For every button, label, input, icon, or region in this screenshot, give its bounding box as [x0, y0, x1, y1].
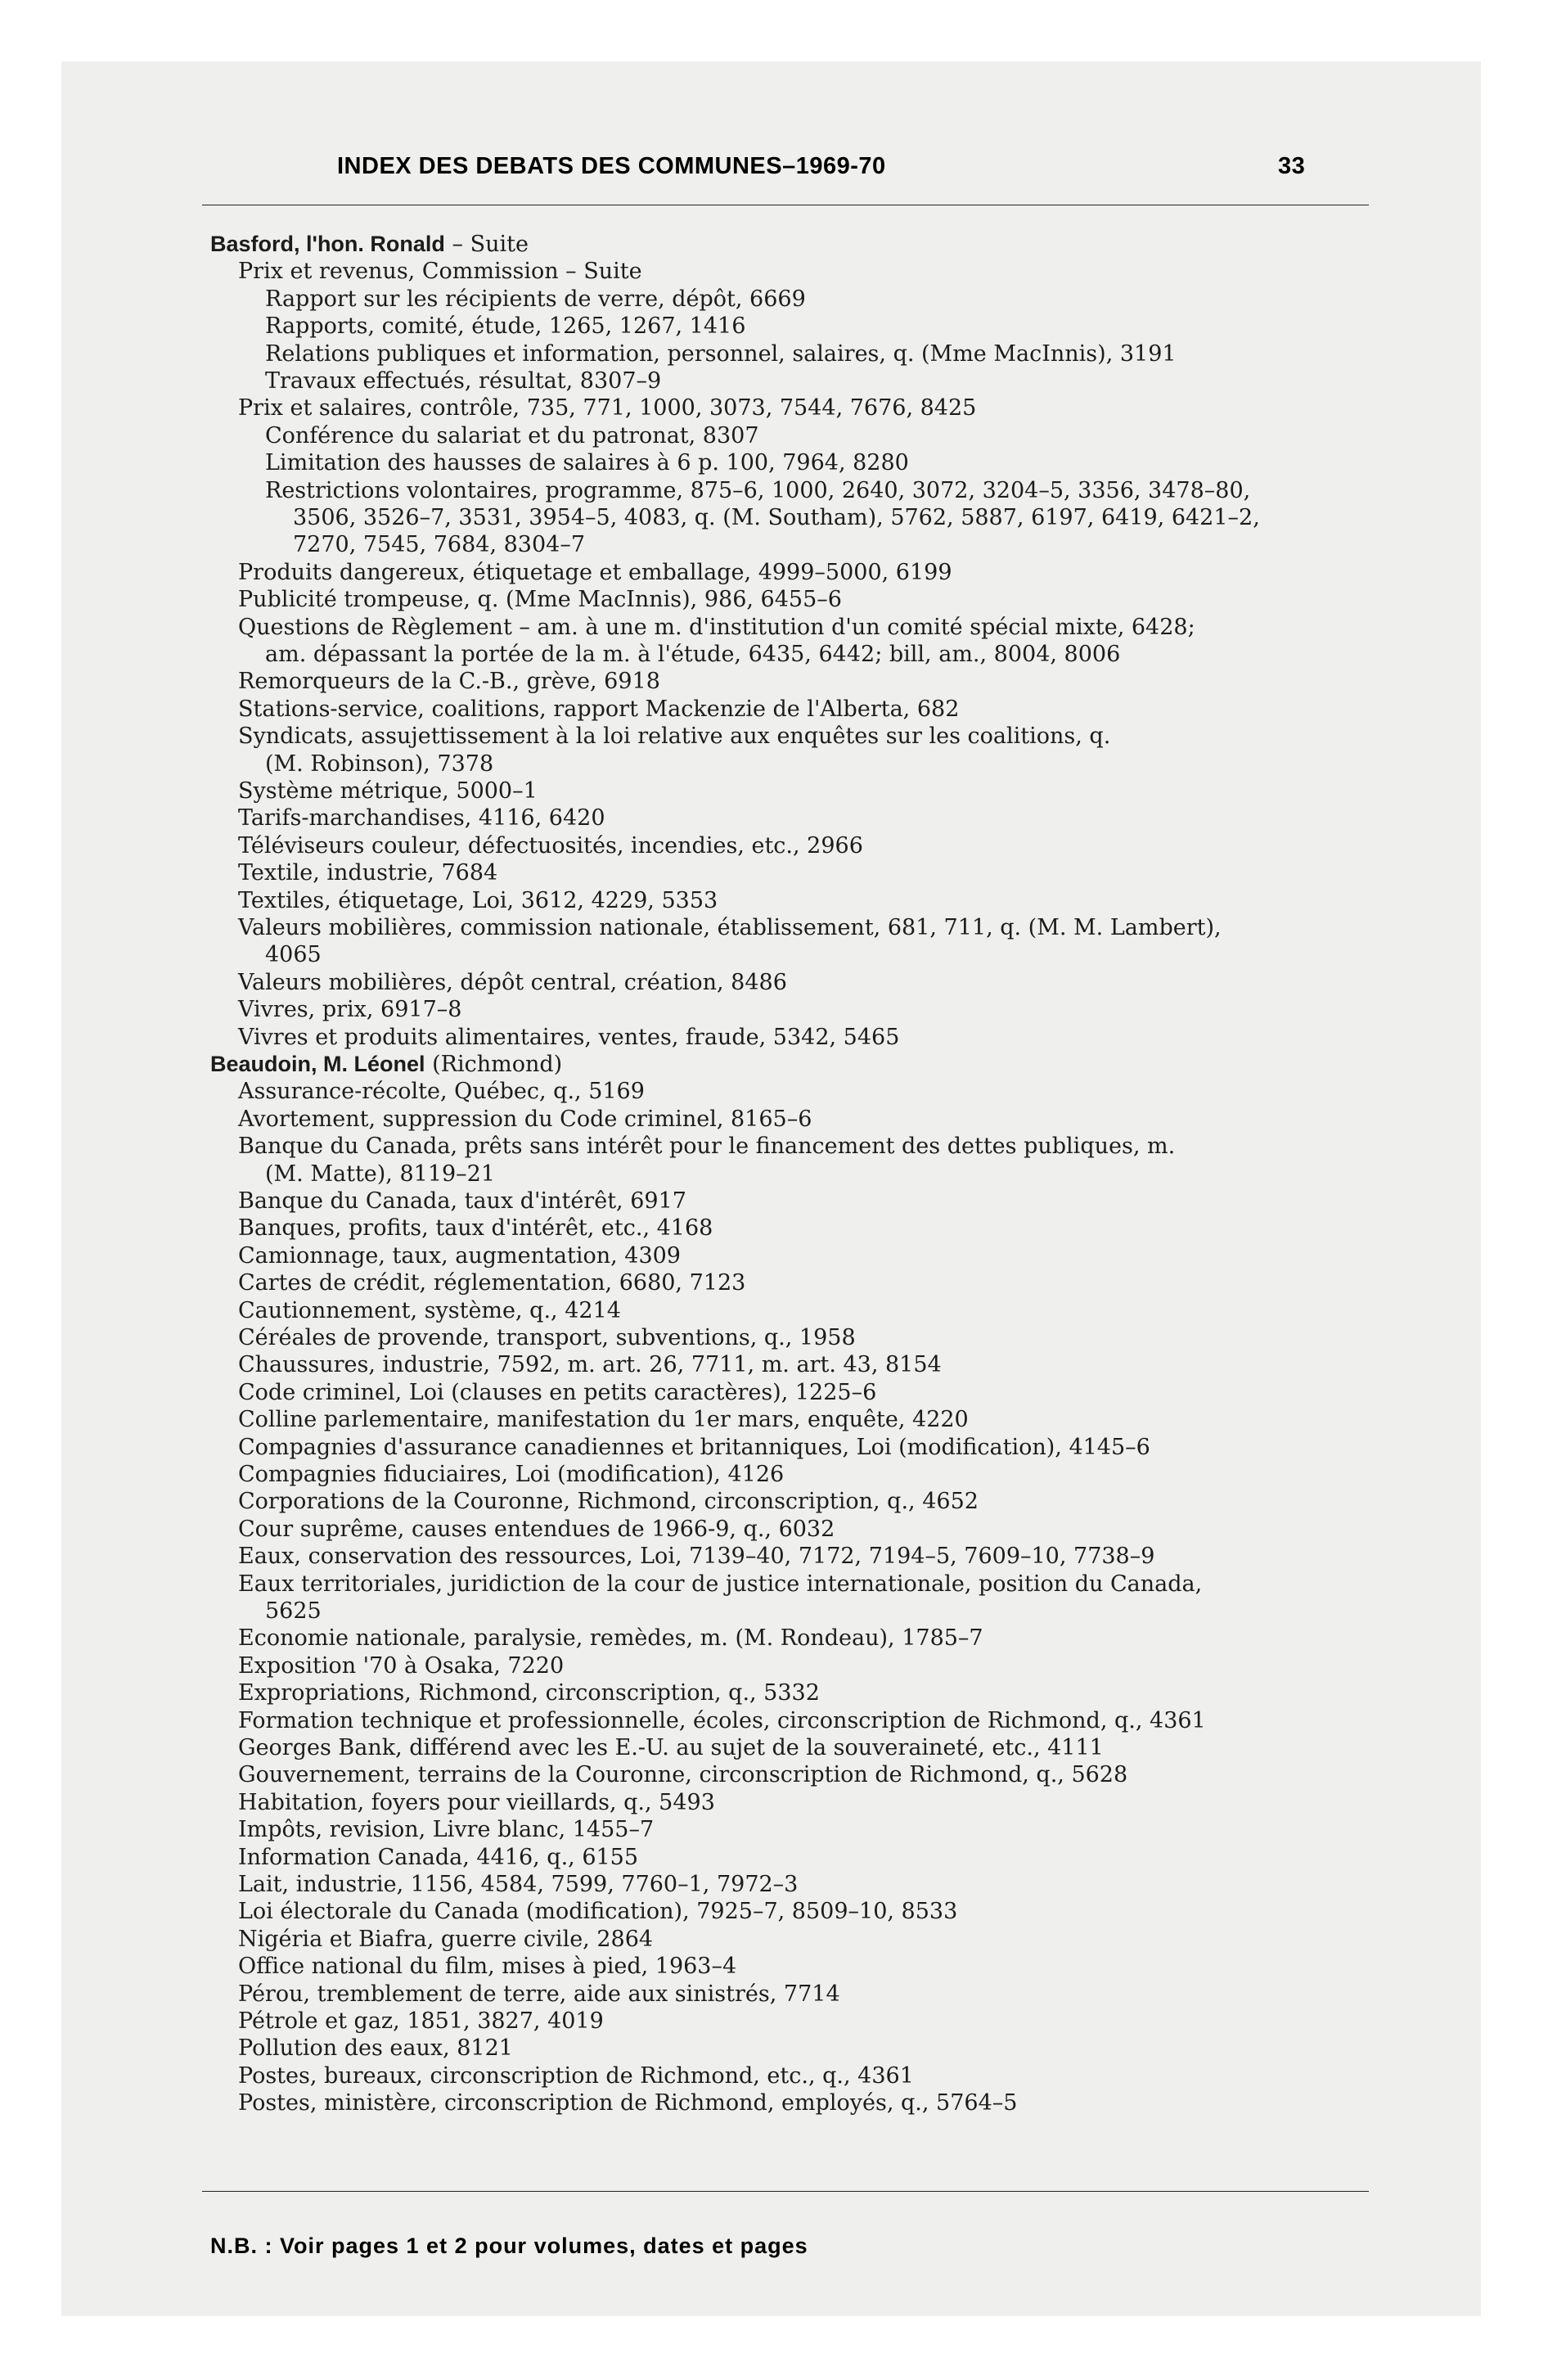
index-subentry: Conférence du salariat et du patronat, 8307	[265, 422, 759, 449]
index-subject: Prix et salaires, contrôle, 735, 771, 1000, 3073, 7544, 7676, 8425	[238, 395, 977, 421]
index-subject: Valeurs mobilières, commission nationale, établissement, 681, 711, q. (M. M. Lambert),	[238, 915, 1222, 940]
index-subject: Code criminel, Loi (clauses en petits caractères), 1225–6	[238, 1379, 877, 1405]
index-subject: Compagnies fiduciaires, Loi (modification), 4126	[238, 1462, 785, 1487]
index-subentry: Rapports, comité, étude, 1265, 1267, 1416	[265, 313, 746, 340]
index-subject: Information Canada, 4416, q., 6155	[238, 1844, 639, 1870]
index-subject: Assurance-récolte, Québec, q., 5169	[238, 1079, 645, 1105]
index-subject: Cautionnement, système, q., 4214	[238, 1297, 621, 1323]
index-entry-name	[210, 1051, 562, 1078]
index-subject: Loi électorale du Canada (modification), 7925–7, 8509–10, 8533	[238, 1899, 958, 1925]
member-name: Basford, l'hon. Ronald	[210, 232, 445, 256]
index-subject: Economie nationale, paralysie, remèdes, m. (M. Rondeau), 1785–7	[238, 1625, 983, 1652]
index-subject: Postes, ministère, circonscription de Richmond, employés, q., 5764–5	[238, 2090, 1018, 2116]
index-subject: Cartes de crédit, réglementation, 6680, 7123	[238, 1270, 746, 1296]
index-subject: Publicité trompeuse, q. (Mme MacInnis), 986, 6455–6	[238, 587, 842, 613]
index-subject: Lait, industrie, 1156, 4584, 7599, 7760–1, 7972–3	[238, 1872, 799, 1897]
index-subject: Compagnies d'assurance canadiennes et britanniques, Loi (modification), 4145–6	[238, 1434, 1150, 1460]
index-subject: Remorqueurs de la C.-B., grève, 6918	[238, 669, 660, 695]
index-subject: Avortement, suppression du Code criminel, 8165–6	[238, 1106, 812, 1132]
index-subject: Vivres, prix, 6917–8	[238, 997, 462, 1023]
index-subject: Exposition '70 à Osaka, 7220	[238, 1652, 565, 1679]
index-subentry: 3506, 3526–7, 3531, 3954–5, 4083, q. (M. Southam), 5762, 5887, 6197, 6419, 6421–2,	[293, 505, 1260, 530]
index-subentry: 7270, 7545, 7684, 8304–7	[293, 532, 586, 558]
index-subject: Système métrique, 5000–1	[238, 778, 538, 804]
index-subject: Syndicats, assujettissement à la loi relative aux enquêtes sur les coalitions, q.	[238, 723, 1111, 750]
index-subject: Tarifs-marchandises, 4116, 6420	[238, 805, 605, 832]
index-subject: Eaux territoriales, juridiction de la cour de justice internationale, position du Canada,	[238, 1571, 1203, 1597]
index-subject: Pétrole et gaz, 1851, 3827, 4019	[238, 2008, 604, 2034]
index-subject: Téléviseurs couleur, défectuosités, incendies, etc., 2966	[238, 832, 863, 859]
index-subject: Banques, profits, taux d'intérêt, etc., 4168	[238, 1215, 713, 1242]
page-number: 33	[1278, 153, 1306, 179]
index-subject: Questions de Règlement – am. à une m. d'institution d'un comité spécial mixte, 6428;	[238, 614, 1195, 640]
index-subject: Office national du film, mises à pied, 1963–4	[238, 1954, 737, 1980]
index-subentry: (M. Matte), 8119–21	[265, 1161, 496, 1187]
index-subject: Colline parlementaire, manifestation du 1er mars, enquête, 4220	[238, 1407, 969, 1433]
index-subject: Eaux, conservation des ressources, Loi, 7139–40, 7172, 7194–5, 7609–10, 7738–9	[238, 1544, 1155, 1570]
member-name: Beaudoin, M. Léonel	[210, 1052, 425, 1076]
index-subject: Pérou, tremblement de terre, aide aux sinistrés, 7714	[238, 1981, 840, 2007]
index-subject: Gouvernement, terrains de la Couronne, circonscription de Richmond, q., 5628	[238, 1762, 1128, 1788]
index-subject: Textiles, étiquetage, Loi, 3612, 4229, 5353	[238, 887, 718, 913]
index-subject: Céréales de provende, transport, subventions, q., 1958	[238, 1325, 856, 1350]
index-subentry: 4065	[265, 942, 322, 968]
index-subject: Chaussures, industrie, 7592, m. art. 26, 7711, m. art. 43, 8154	[238, 1352, 942, 1378]
index-subject: Produits dangereux, étiquetage et emballage, 4999–5000, 6199	[238, 559, 952, 585]
index-subject: Expropriations, Richmond, circonscription, q., 5332	[238, 1680, 820, 1706]
footer-rule	[202, 2191, 1369, 2192]
index-subentry: Travaux effectués, résultat, 8307–9	[265, 368, 662, 394]
index-subject: Habitation, foyers pour vieillards, q., 5493	[238, 1789, 715, 1815]
index-subject: Textile, industrie, 7684	[238, 860, 498, 886]
index-subentry: Restrictions volontaires, programme, 875–6, 1000, 2640, 3072, 3204–5, 3356, 3478–80,	[265, 477, 1251, 503]
index-subentry: (M. Robinson), 7378	[265, 751, 494, 777]
header-title: INDEX DES DEBATS DES COMMUNES–1969-70	[337, 153, 886, 179]
index-entry-name	[210, 231, 529, 258]
index-subject: Valeurs mobilières, dépôt central, création, 8486	[238, 969, 787, 995]
index-subject: Pollution des eaux, 8121	[238, 2035, 513, 2062]
index-subject: Banque du Canada, taux d'intérêt, 6917	[238, 1188, 686, 1214]
index-subject: Stations-service, coalitions, rapport Mackenzie de l'Alberta, 682	[238, 696, 960, 722]
index-subject: Impôts, revision, Livre blanc, 1455–7	[238, 1817, 655, 1843]
footer-note: N.B. : Voir pages 1 et 2 pour volumes, dates et pages	[210, 2234, 808, 2258]
index-subentry: Relations publiques et information, personnel, salaires, q. (Mme MacInnis), 3191	[265, 340, 1177, 367]
index-subject: Cour suprême, causes entendues de 1966-9, q., 6032	[238, 1516, 835, 1542]
member-name-suffix: (Richmond)	[425, 1052, 563, 1077]
document-page	[61, 61, 1481, 2316]
index-subject: Postes, bureaux, circonscription de Richmond, etc., q., 4361	[238, 2062, 914, 2089]
index-subentry: Limitation des hausses de salaires à 6 p. 100, 7964, 8280	[265, 450, 909, 476]
index-subject: Camionnage, taux, augmentation, 4309	[238, 1242, 681, 1269]
index-subentry: 5625	[265, 1598, 322, 1624]
index-subject: Georges Bank, différend avec les E.-U. au sujet de la souveraineté, etc., 4111	[238, 1735, 1104, 1760]
index-subject: Corporations de la Couronne, Richmond, circonscription, q., 4652	[238, 1489, 979, 1515]
index-subentry: am. dépassant la portée de la m. à l'étude, 6435, 6442; bill, am., 8004, 8006	[265, 642, 1121, 667]
index-subentry: Rapport sur les récipients de verre, dépôt, 6669	[265, 286, 806, 312]
index-subject: Nigéria et Biafra, guerre civile, 2864	[238, 1926, 654, 1952]
index-subject: Formation technique et professionnelle, écoles, circonscription de Richmond, q., 4361	[238, 1707, 1206, 1733]
member-name-suffix: – Suite	[444, 232, 529, 257]
index-subject: Banque du Canada, prêts sans intérêt pour le financement des dettes publiques, m.	[238, 1134, 1176, 1160]
index-subject: Vivres et produits alimentaires, ventes, fraude, 5342, 5465	[238, 1024, 900, 1050]
index-subject: Prix et revenus, Commission – Suite	[238, 259, 642, 285]
